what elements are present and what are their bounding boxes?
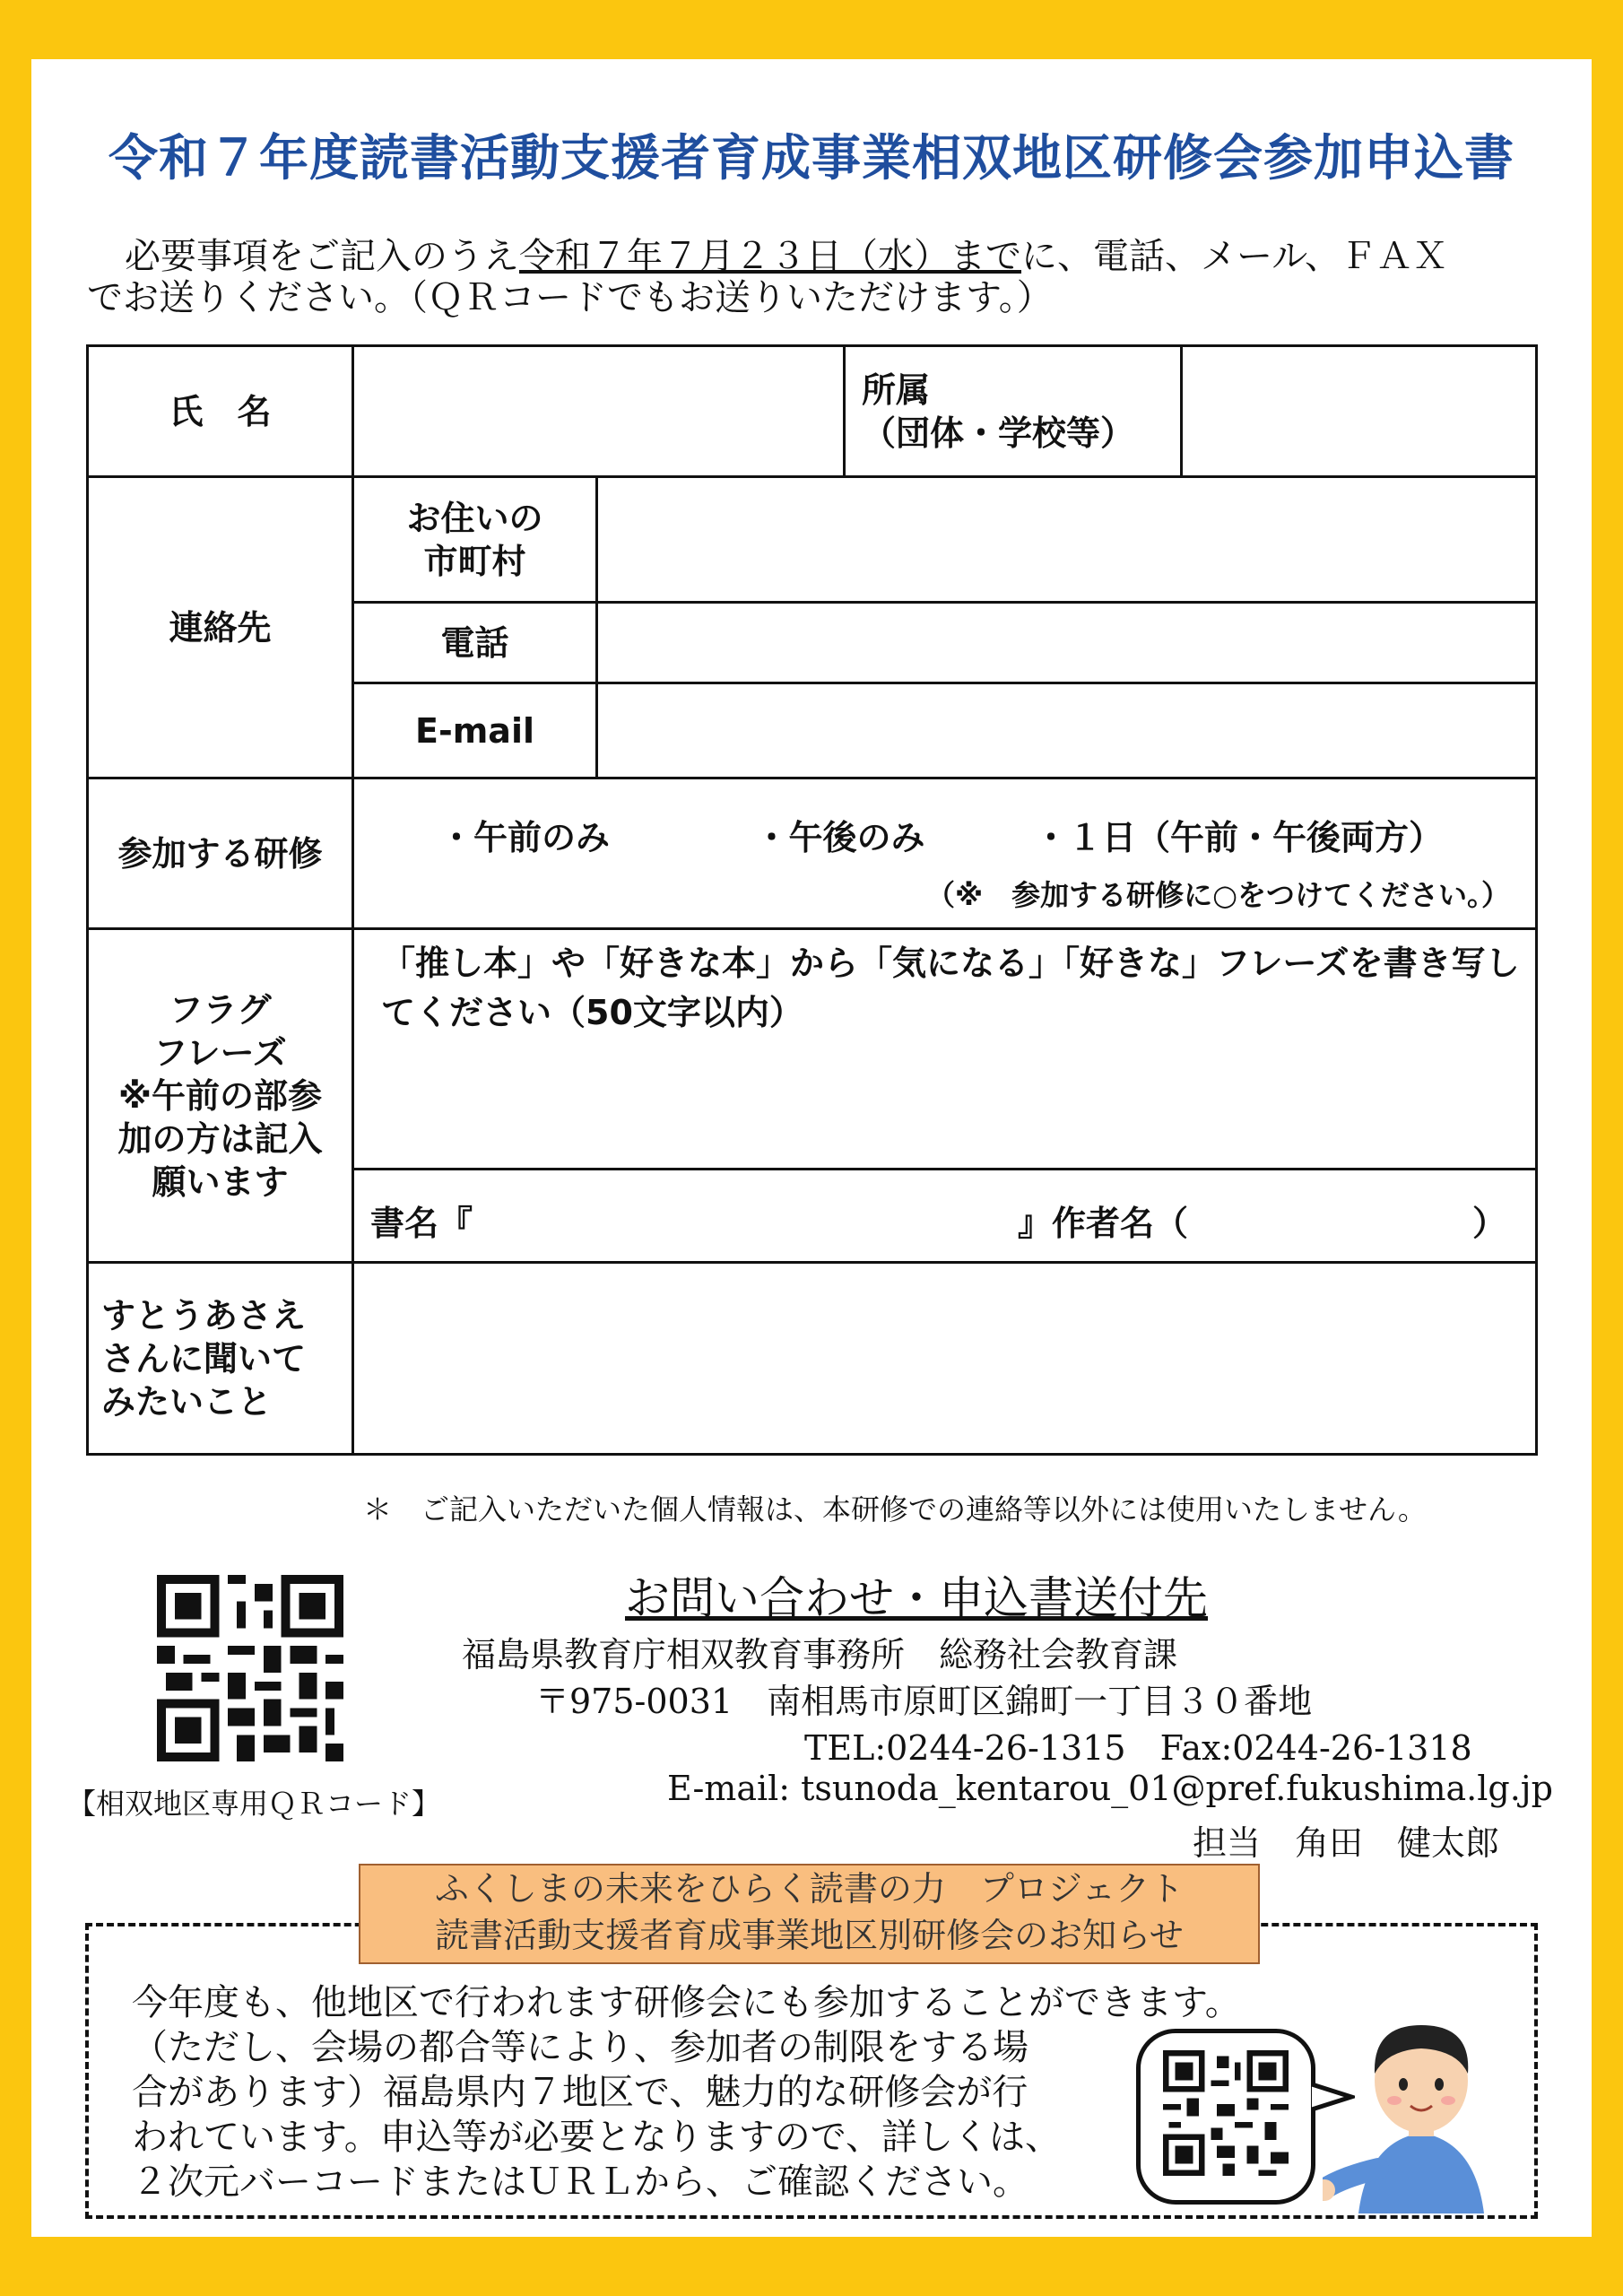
email-field[interactable] [597,683,1537,778]
flag-phrase-label [88,929,353,1263]
phone-field[interactable] [597,603,1537,683]
page-sheet [31,59,1592,2237]
book-title-label: 書名『 [370,1204,473,1243]
promo-body-line: 今年度も、他地区で行われます研修会にも参加することができます。 [132,1982,1241,2023]
intro-line2: でお送りください。（ＱＲコードでもお送りいただけます。） [87,277,1053,318]
intro-suffix: に、電話、メール、ＦＡＸ [1021,236,1448,277]
question-label-line: みたいこと [101,1381,273,1422]
promo-line-2: 読書活動支援者育成事業地区別研修会のお知らせ [435,1916,1184,1955]
phone-label: 電話 [353,603,597,683]
person-illustration-icon [1323,1998,1520,2213]
contact-person: 担当 角田 健太郎 [1193,1823,1500,1863]
promo-banner [359,1864,1260,1964]
question-label-line: すとうあさえ [101,1295,307,1335]
affiliation-label-sub: （団体・学校等） [862,413,1135,453]
email-label: E-mail [353,683,597,778]
question-label [88,1263,353,1455]
deadline-text: 令和７年７月２３日（水）まで [519,236,1021,277]
flag-label-line: フレーズ [153,1032,287,1073]
city-field[interactable] [597,477,1537,603]
author-label: 』作者名（ [1018,1204,1189,1243]
promo-line-1: ふくしまの未来をひらく読書の力 プロジェクト [434,1869,1185,1909]
promo-body-line: われています。申込等が必要となりますので、詳しくは、 [132,2117,1061,2158]
intro-text [87,236,1575,318]
flag-label-line: 願います [152,1161,289,1202]
application-form [86,344,1538,1456]
course-cell [353,778,1537,929]
affiliation-label-main: 所属 [862,370,931,410]
flag-label-line: フラグ [169,989,272,1030]
flag-label-line: 加の方は記入 [117,1118,323,1159]
book-author-field[interactable] [353,1170,1537,1263]
qr-code-icon[interactable] [1163,2050,1289,2176]
question-field[interactable] [353,1263,1537,1455]
course-option-fullday[interactable]: ・１日（午前・午後両方） [1033,818,1443,857]
qr-code-icon[interactable] [157,1575,343,1761]
flag-phrase-field[interactable]: 「推し本」や「好きな本」から「気になる」「好きな」フレーズを書き写してください（50文字以内） [353,929,1537,1170]
promo-body-line: 合があります）福島県内７地区で、魅力的な研修会が行 [132,2072,1028,2113]
promo-body-line: ２次元バーコードまたはＵＲＬから、ご確認ください。 [132,2161,1028,2203]
course-option-am[interactable]: ・午前のみ [439,818,611,857]
contact-label: 連絡先 [88,477,353,778]
author-close-paren: ） [1471,1204,1506,1243]
city-label-1: お住いの [406,498,543,538]
contact-tel-fax: TEL:0244-26-1315 Fax:0244-26-1318 [804,1728,1472,1768]
qr-caption: 【相双地区専用ＱＲコード】 [67,1787,441,1821]
name-label: 氏 名 [88,346,353,477]
affiliation-field[interactable] [1182,346,1537,477]
city-label-2: 市町村 [423,541,526,581]
affiliation-label [845,346,1182,477]
question-label-line: さんに聞いて [101,1338,307,1378]
city-label [353,477,597,603]
privacy-note: ＊ ご記入いただいた個人情報は、本研修での連絡等以外には使用いたしません。 [363,1492,1427,1526]
contact-office: 福島県教育庁相双教育事務所 総務社会教育課 [462,1635,1178,1674]
promo-body [132,1980,1241,2205]
contact-heading: お問い合わせ・申込書送付先 [625,1572,1208,1624]
course-note: （※ 参加する研修に○をつけてください。） [925,878,1510,912]
contact-email[interactable]: E-mail: tsunoda_kentarou_01@pref.fukushima.lg.jp [667,1769,1553,1808]
page-title: 令和７年度読書活動支援者育成事業相双地区研修会参加申込書 [108,129,1515,187]
contact-address: 〒975-0031 南相馬市原町区錦町一丁目３０番地 [535,1682,1313,1721]
intro-prefix: 必要事項をご記入のうえ [125,236,519,277]
flag-label-line: ※午前の部参 [118,1075,322,1116]
promo-body-line: （ただし、会場の都合等により、参加者の制限をする場 [132,2027,1028,2068]
course-option-pm[interactable]: ・午後のみ [754,818,925,857]
name-field[interactable] [353,346,845,477]
course-label: 参加する研修 [88,778,353,929]
